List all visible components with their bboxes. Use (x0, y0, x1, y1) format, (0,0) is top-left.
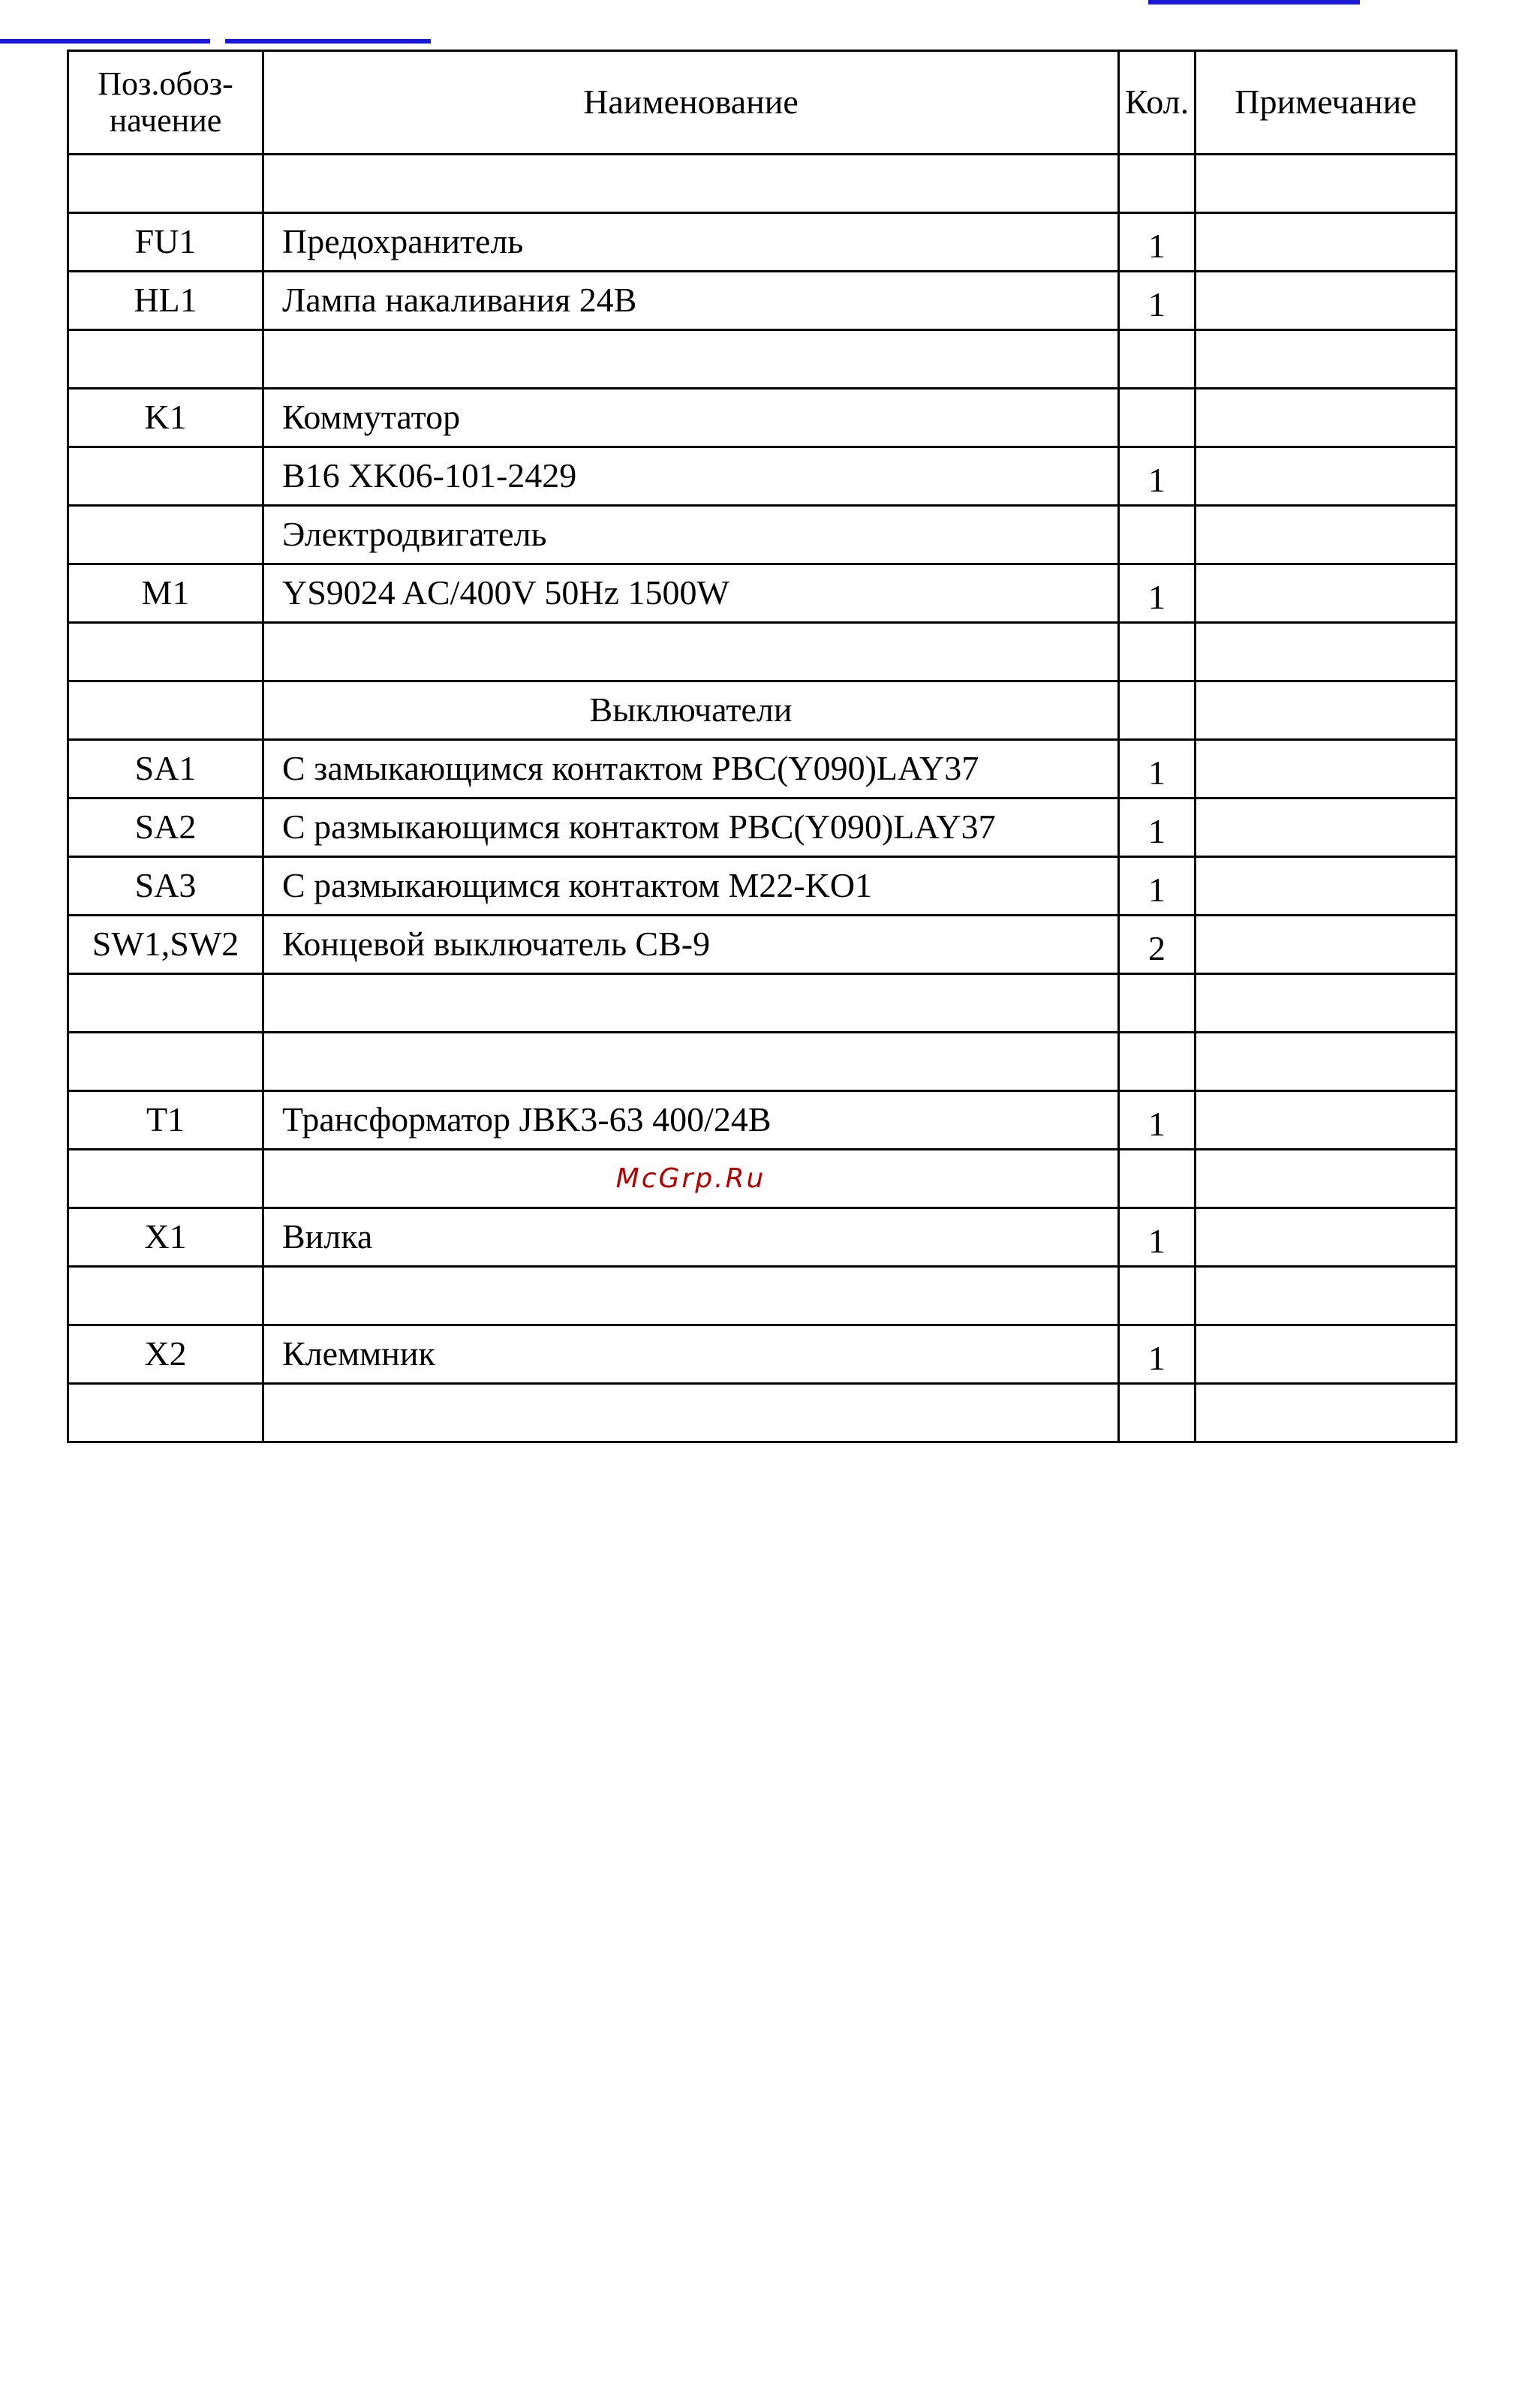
table-row (67, 680, 1457, 738)
cell-pos-text: SA2 (134, 808, 197, 847)
cell-pos (67, 680, 262, 738)
cell-qty (1117, 504, 1194, 563)
table-row (67, 914, 1457, 973)
cell-qty-text: 1 (1148, 461, 1166, 500)
cell-qty (1117, 153, 1194, 212)
cell-pos-text: SA3 (134, 866, 197, 905)
cell-qty-text: 1 (1148, 285, 1166, 324)
cell-pos (67, 738, 262, 797)
header-pos-line2: начение (109, 101, 222, 139)
cell-name (262, 1148, 1117, 1207)
cell-pos (67, 1324, 262, 1382)
cell-pos (67, 446, 262, 504)
top-link-2[interactable] (225, 39, 431, 44)
cell-note (1194, 212, 1457, 270)
cell-name (262, 446, 1117, 504)
top-link-3[interactable] (1148, 0, 1360, 5)
cell-pos (67, 504, 262, 563)
cell-name (262, 1090, 1117, 1148)
cell-note (1194, 1265, 1457, 1324)
cell-qty-text: 2 (1148, 929, 1166, 968)
cell-pos-text: FU1 (134, 222, 197, 261)
cell-pos (67, 797, 262, 856)
header-note: Примечание (1194, 50, 1457, 153)
cell-name (262, 504, 1117, 563)
top-link-1[interactable] (0, 39, 210, 44)
cell-note (1194, 621, 1457, 680)
cell-pos (67, 153, 262, 212)
cell-name (262, 1031, 1117, 1090)
cell-qty (1117, 973, 1194, 1031)
cell-qty (1117, 914, 1194, 973)
cell-note (1194, 270, 1457, 329)
table-row (67, 1324, 1457, 1382)
cell-name-text: С размыкающимся контактом M22-KO1 (282, 866, 873, 905)
cell-pos (67, 973, 262, 1031)
cell-note (1194, 387, 1457, 446)
cell-qty (1117, 856, 1194, 914)
cell-name-text: B16 XK06-101-2429 (282, 456, 577, 495)
cell-pos (67, 1148, 262, 1207)
parts-table (67, 50, 1457, 1443)
cell-pos-text: SA1 (134, 749, 197, 788)
cell-qty-text: 1 (1148, 812, 1166, 851)
cell-pos (67, 1382, 262, 1441)
table-row (67, 738, 1457, 797)
cell-name (262, 1382, 1117, 1441)
cell-note (1194, 680, 1457, 738)
cell-qty (1117, 680, 1194, 738)
cell-name-text: Коммутатор (282, 398, 461, 437)
table-row (67, 212, 1457, 270)
cell-name (262, 1324, 1117, 1382)
header-name: Наименование (262, 50, 1117, 153)
cell-pos (67, 856, 262, 914)
cell-pos (67, 1031, 262, 1090)
header-pos-line1: Поз.обоз- (98, 65, 233, 103)
table-row (67, 1031, 1457, 1090)
table-row (67, 446, 1457, 504)
table-row (67, 329, 1457, 387)
cell-qty (1117, 1207, 1194, 1265)
cell-qty (1117, 797, 1194, 856)
cell-name-text: С замыкающимся контактом PBC(Y090)LAY37 (282, 749, 979, 788)
cell-qty (1117, 1324, 1194, 1382)
cell-name (262, 212, 1117, 270)
cell-qty (1117, 1090, 1194, 1148)
cell-name (262, 563, 1117, 621)
cell-note (1194, 329, 1457, 387)
cell-name (262, 856, 1117, 914)
cell-pos (67, 329, 262, 387)
cell-pos-text: SW1,SW2 (92, 925, 239, 964)
cell-note (1194, 1148, 1457, 1207)
cell-name (262, 153, 1117, 212)
cell-name-text: Вилка (282, 1217, 373, 1256)
header-pos (67, 50, 262, 153)
cell-qty (1117, 446, 1194, 504)
table-row (67, 1090, 1457, 1148)
cell-qty-text: 1 (1148, 1339, 1166, 1378)
cell-note (1194, 1090, 1457, 1148)
cell-note (1194, 738, 1457, 797)
cell-qty (1117, 1148, 1194, 1207)
table-header-row (67, 50, 1457, 153)
table-row (67, 1148, 1457, 1207)
cell-name (262, 738, 1117, 797)
cell-note (1194, 856, 1457, 914)
cell-name (262, 797, 1117, 856)
table-row (67, 504, 1457, 563)
cell-note (1194, 797, 1457, 856)
cell-pos-text: T1 (146, 1100, 185, 1139)
cell-pos (67, 1090, 262, 1148)
cell-pos-text: M1 (141, 573, 190, 612)
cell-pos (67, 387, 262, 446)
cell-name (262, 270, 1117, 329)
cell-qty (1117, 387, 1194, 446)
cell-note (1194, 153, 1457, 212)
cell-name (262, 914, 1117, 973)
cell-qty (1117, 1265, 1194, 1324)
table-row (67, 563, 1457, 621)
cell-name-text: Клеммник (282, 1334, 435, 1373)
table-row (67, 270, 1457, 329)
table-row (67, 1207, 1457, 1265)
table-row (67, 621, 1457, 680)
cell-pos-text: X2 (144, 1334, 187, 1373)
cell-qty-text: 1 (1148, 871, 1166, 910)
table-row (67, 856, 1457, 914)
cell-pos (67, 270, 262, 329)
cell-name (262, 1207, 1117, 1265)
cell-pos (67, 1207, 262, 1265)
cell-pos (67, 621, 262, 680)
cell-qty-text: 1 (1148, 753, 1166, 792)
header-qty: Кол. (1117, 50, 1194, 153)
cell-name (262, 387, 1117, 446)
table-row (67, 973, 1457, 1031)
cell-pos (67, 1265, 262, 1324)
cell-name (262, 973, 1117, 1031)
cell-note (1194, 973, 1457, 1031)
cell-qty (1117, 329, 1194, 387)
cell-name-text: С размыкающимся контактом PBC(Y090)LAY37 (282, 808, 996, 847)
cell-pos (67, 563, 262, 621)
table-bottom-border (67, 1441, 1457, 1443)
cell-name (262, 621, 1117, 680)
cell-note (1194, 563, 1457, 621)
cell-qty-text: 1 (1148, 578, 1166, 617)
table-row (67, 797, 1457, 856)
cell-qty (1117, 563, 1194, 621)
cell-note (1194, 1382, 1457, 1441)
cell-note (1194, 446, 1457, 504)
cell-name-text: YS9024 AC/400V 50Hz 1500W (282, 573, 729, 612)
cell-qty (1117, 1382, 1194, 1441)
cell-note (1194, 1031, 1457, 1090)
watermark-text: McGrp.Ru (615, 1162, 766, 1194)
cell-note (1194, 1324, 1457, 1382)
cell-name-text: Трансформатор JBK3-63 400/24B (282, 1100, 772, 1139)
cell-qty (1117, 621, 1194, 680)
cell-qty (1117, 270, 1194, 329)
table-row (67, 153, 1457, 212)
cell-note (1194, 914, 1457, 973)
cell-name-text: Концевой выключатель CB-9 (282, 925, 711, 964)
cell-name (262, 680, 1117, 738)
cell-qty (1117, 738, 1194, 797)
cell-qty-text: 1 (1148, 1222, 1166, 1261)
cell-qty (1117, 212, 1194, 270)
cell-name-text: Выключатели (589, 690, 793, 729)
cell-name (262, 329, 1117, 387)
cell-pos (67, 212, 262, 270)
cell-pos-text: K1 (144, 398, 187, 437)
cell-pos-text: HL1 (134, 281, 197, 320)
cell-name (262, 1265, 1117, 1324)
cell-pos (67, 914, 262, 973)
cell-name-text: Предохранитель (282, 222, 524, 261)
cell-pos-text: X1 (144, 1217, 187, 1256)
cell-name-text: Лампа накаливания 24В (282, 281, 637, 320)
cell-note (1194, 1207, 1457, 1265)
cell-note (1194, 504, 1457, 563)
table-row (67, 1382, 1457, 1441)
cell-name-text: Электродвигатель (282, 515, 547, 554)
table-row (67, 387, 1457, 446)
cell-qty (1117, 1031, 1194, 1090)
cell-qty-text: 1 (1148, 227, 1166, 266)
cell-qty-text: 1 (1148, 1105, 1166, 1144)
table-row (67, 1265, 1457, 1324)
